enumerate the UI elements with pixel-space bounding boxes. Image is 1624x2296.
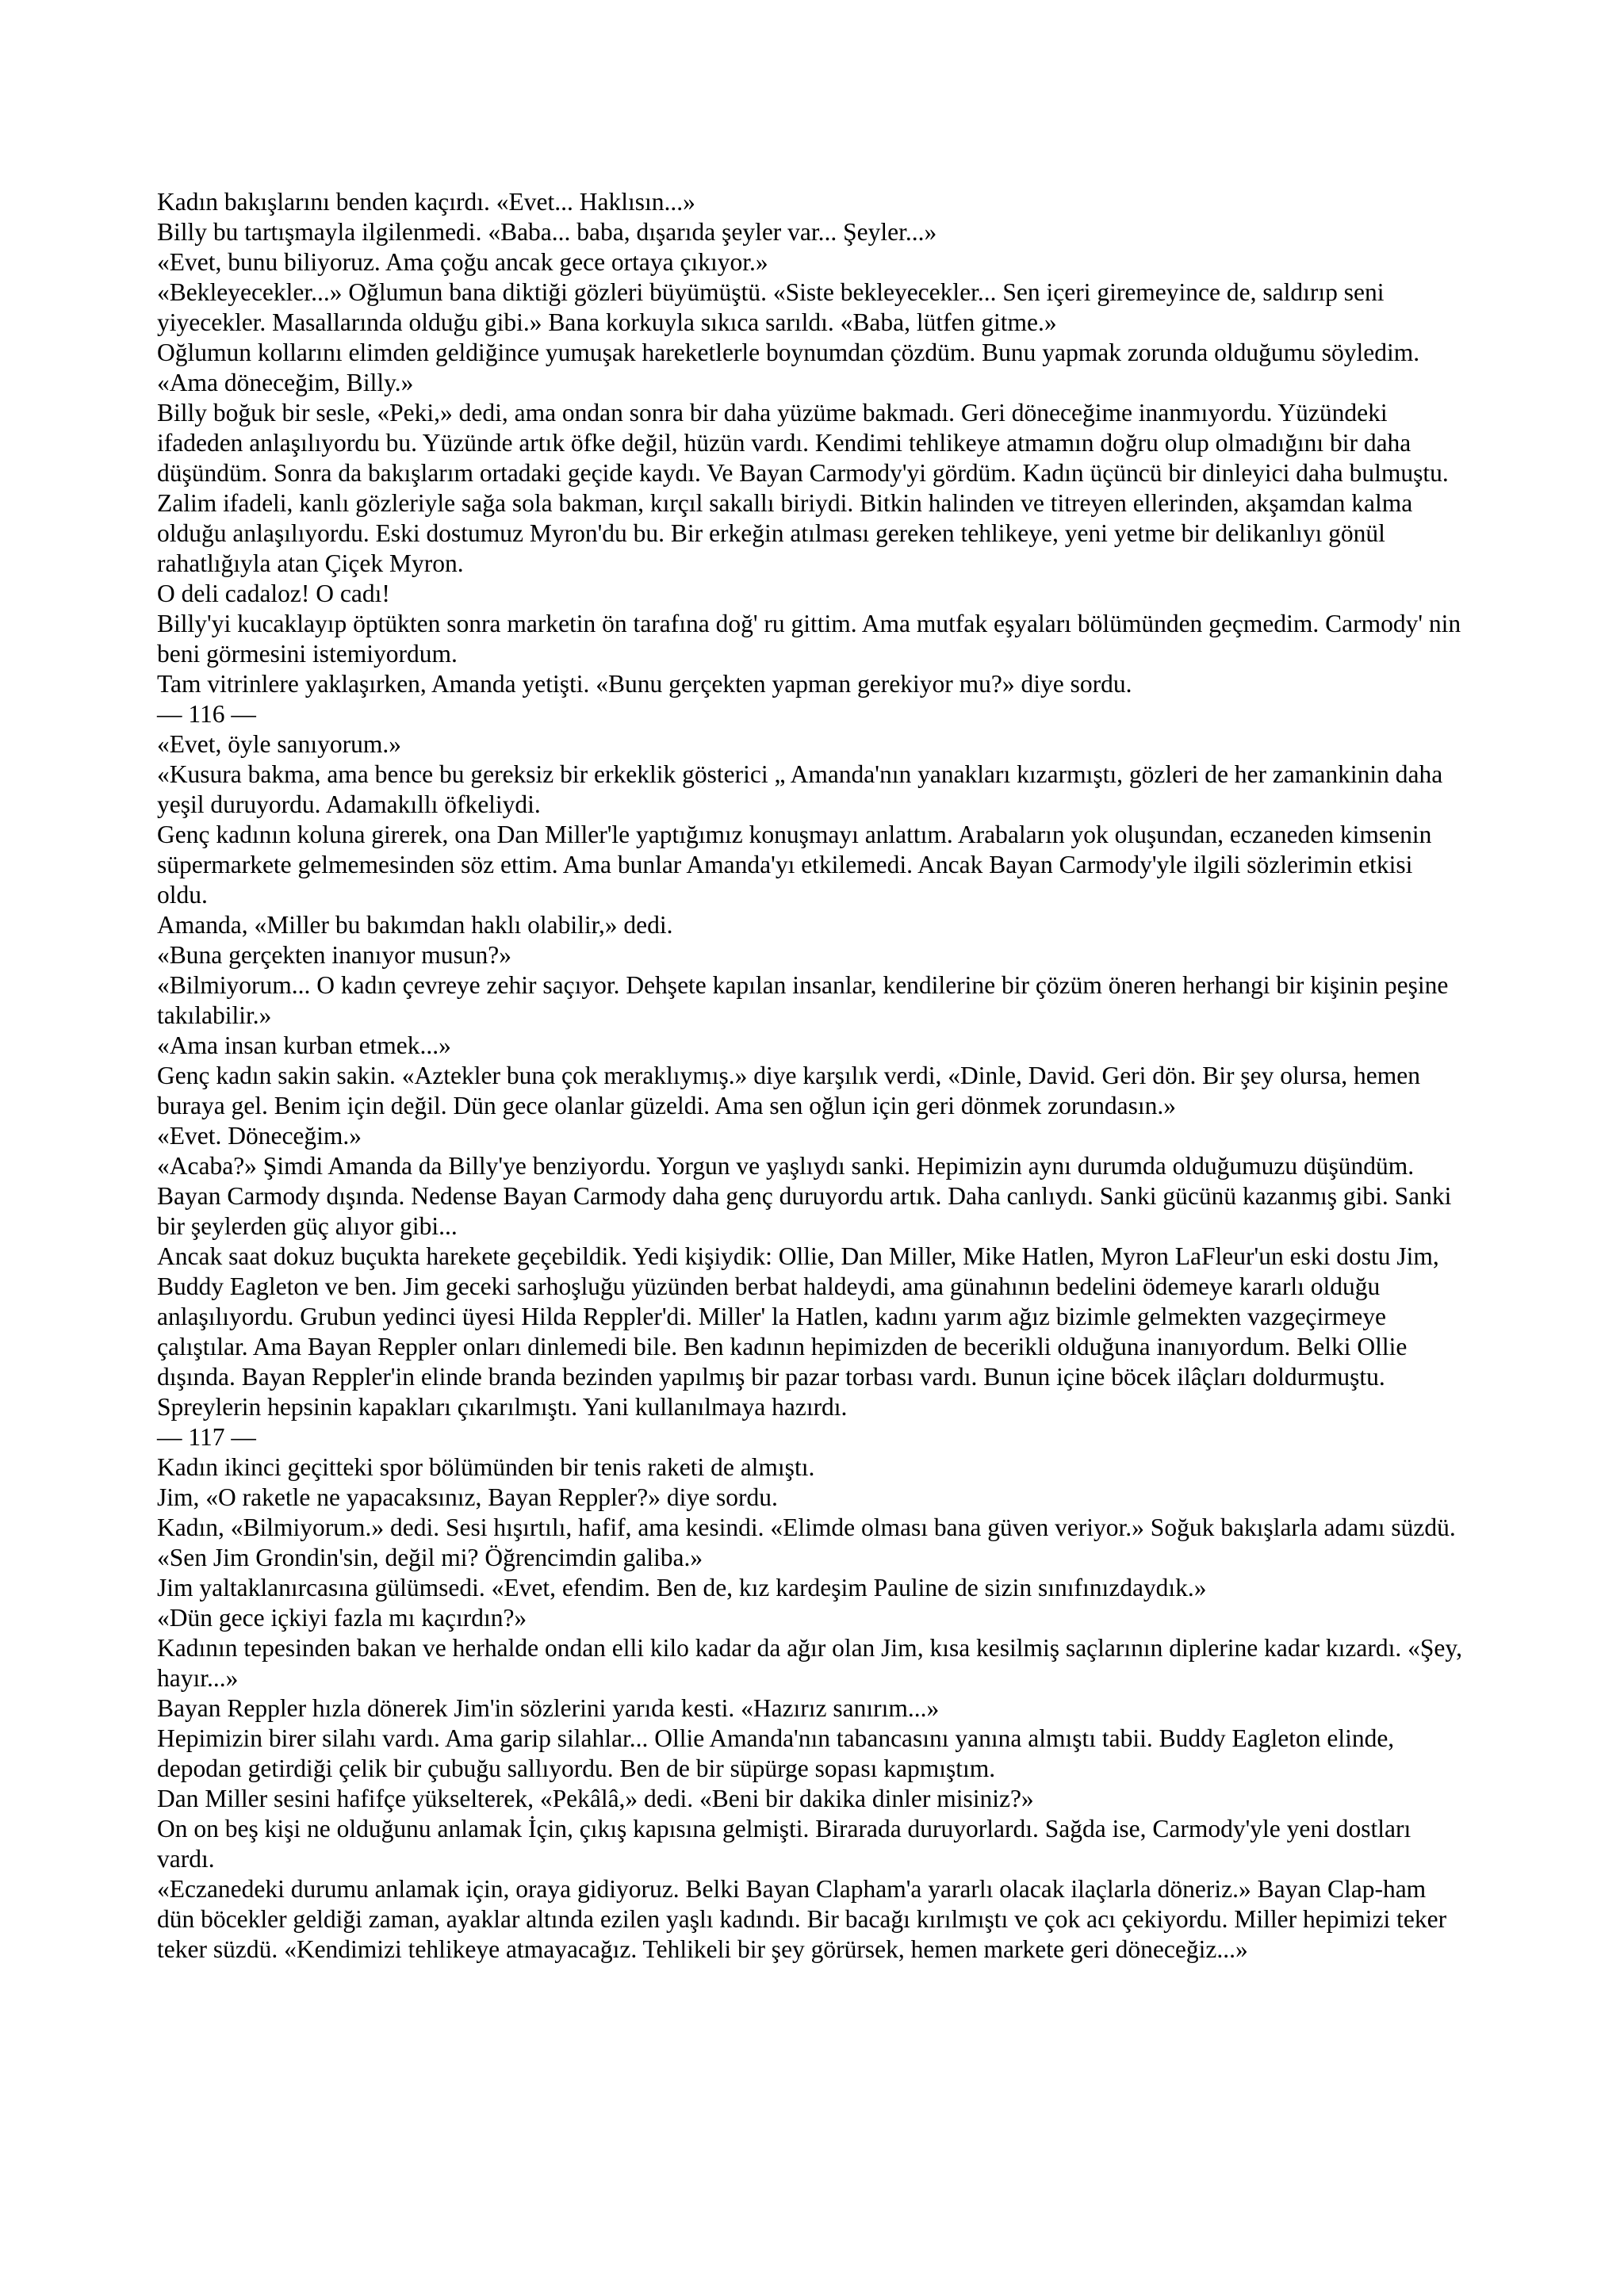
paragraph: Kadının tepesinden bakan ve herhalde ondan elli kilo kadar da ağır olan Jim, kısa kesilmiş saçlarının diplerine kadar kızardı. «Şey, hayır...» (157, 1634, 1462, 1692)
paragraph: Billy bu tartışmayla ilgilenmedi. «Baba... baba, dışarıda şeyler var... Şeyler...» (157, 218, 937, 246)
paragraph: Amanda, «Miller bu bakımdan haklı olabilir,» dedi. (157, 911, 673, 939)
paragraph: Kadın bakışlarını benden kaçırdı. «Evet... Haklısın...» (157, 188, 695, 216)
paragraph: «Evet, öyle sanıyorum.» (157, 730, 401, 758)
paragraph: «Ama insan kurban etmek...» (157, 1031, 451, 1059)
paragraph: Genç kadın sakin sakin. «Aztekler buna çok meraklıymış.» diye karşılık verdi, «Dinle, David. Geri dön. Bir şey olursa, hemen buraya gel. Benim için değil. Dün gece olanlar güzeldi. Ama sen oğlun için geri dönmek zorundasın.» (157, 1062, 1420, 1119)
paragraph: Ancak saat dokuz buçukta harekete geçebildik. Yedi kişiydik: Ollie, Dan Miller, Mike Hatlen, Myron LaFleur'un eski dostu Jim, Buddy Eagleton ve ben. Jim geceki sarhoşluğu yüzünden berbat haldeydi, ama günahının bedelini ödemeye kararlı olduğu anlaşılıyordu. Grubun yedinci üyesi Hilda Reppler'di. Miller' la Hatlen, kadını yarım ağız bizimle gelmekten vazgeçirmeye çalıştılar. Ama Bayan Reppler onları dinlemedi bile. Ben kadının hepimizden de becerikli olduğuna inanıyordum. Belki Ollie dışında. Bayan Reppler'in elinde branda bezinden yapılmış bir pazar torbası vardı. Bunun içine böcek ilâçları doldurmuştu. Spreylerin hepsinin kapakları çıkarılmıştı. Yani kullanılmaya hazırdı. (157, 1242, 1439, 1421)
page-number: — 116 — (157, 700, 256, 728)
paragraph: On on beş kişi ne olduğunu anlamak İçin, çıkış kapısına gelmişti. Birarada duruyorlardı. Sağda ise, Carmody'yle yeni dostları vardı. (157, 1815, 1411, 1873)
paragraph: «Eczanedeki durumu anlamak için, oraya gidiyoruz. Belki Bayan Clapham'a yararlı olacak ilaçlarla döneriz.» Bayan Clap-ham dün böcekler geldiği zaman, ayaklar altında ezilen yaşlı kadındı. Bir bacağı kırılmıştı ve çok acı çekiyordu. Miller hepimizi teker teker süzdü. «Kendimizi tehlikeye atmayacağız. Tehlikeli bir şey görürsek, hemen markete geri döneceğiz...» (157, 1875, 1447, 1963)
paragraph: «Bilmiyorum... O kadın çevreye zehir saçıyor. Dehşete kapılan insanlar, kendilerine bir çözüm öneren herhangi bir kişinin peşine takılabilir.» (157, 971, 1449, 1029)
paragraph: Kadın ikinci geçitteki spor bölümünden bir tenis raketi de almıştı. (157, 1453, 815, 1481)
paragraph: Genç kadının koluna girerek, ona Dan Miller'le yaptığımız konuşmayı anlattım. Arabaların yok oluşundan, eczaneden kimsenin süpermarkete gelmemesinden söz ettim. Ama bunlar Amanda'yı etkilemedi. Ancak Bayan Carmody'yle ilgili sözlerimin etkisi oldu. (157, 821, 1432, 909)
paragraph: «Kusura bakma, ama bence bu gereksiz bir erkeklik gösterici „ Amanda'nın yanakları kızarmıştı, gözleri de her zamankinin daha yeşil duruyordu. Adamakıllı öfkeliydi. (157, 760, 1443, 818)
paragraph: «Evet, bunu biliyoruz. Ama çoğu ancak gece ortaya çıkıyor.» (157, 248, 768, 276)
paragraph: Kadın, «Bilmiyorum.» dedi. Sesi hışırtılı, hafif, ama kesindi. «Elimde olması bana güven veriyor.» Soğuk bakışlarla adamı süzdü. «Sen Jim Grondin'sin, değil mi? Öğrencimdin galiba.» (157, 1513, 1456, 1571)
paragraph: Billy'yi kucaklayıp öptükten sonra marketin ön tarafına doğ' ru gittim. Ama mutfak eşyaları bölümünden geçmedim. Carmody' nin beni görmesini istemiyordum. (157, 610, 1461, 668)
paragraph: Dan Miller sesini hafifçe yükselterek, «Pekâlâ,» dedi. «Beni bir dakika dinler misiniz?» (157, 1785, 1034, 1812)
paragraph: Tam vitrinlere yaklaşırken, Amanda yetişti. «Bunu gerçekten yapman gerekiyor mu?» diye sordu. (157, 670, 1132, 698)
paragraph: «Acaba?» Şimdi Amanda da Billy'ye benziyordu. Yorgun ve yaşlıydı sanki. Hepimizin aynı durumda olduğumuzu düşündüm. Bayan Carmody dışında. Nedense Bayan Carmody daha genç duruyordu artık. Daha canlıydı. Sanki gücünü kazanmış gibi. Sanki bir şeylerden güç alıyor gibi... (157, 1152, 1452, 1240)
paragraph: Billy boğuk bir sesle, «Peki,» dedi, ama ondan sonra bir daha yüzüme bakmadı. Geri döneceğime inanmıyordu. Yüzündeki ifadeden anlaşılıyordu bu. Yüzünde artık öfke değil, hüzün vardı. Kendimi tehlikeye atmamın doğru olup olmadığını bir daha düşündüm. Sonra da bakışlarım ortadaki geçide kaydı. Ve Bayan Carmody'yi gördüm. Kadın üçüncü bir dinleyici daha bulmuştu. Zalim ifadeli, kanlı gözleriyle sağa sola bakman, kırçıl sakallı biriydi. Bitkin halinden ve titreyen ellerinden, akşamdan kalma olduğu anlaşılıyordu. Eski dostumuz Myron'du bu. Bir erkeğin atılması gereken tehlikeye, yeni yetme bir delikanlıyı gönül rahatlığıyla atan Çiçek Myron. (157, 399, 1449, 577)
document-page (157, 187, 1465, 1965)
paragraph: Jim, «O raketle ne yapacaksınız, Bayan Reppler?» diye sordu. (157, 1483, 778, 1511)
paragraph: O deli cadaloz! O cadı! (157, 580, 390, 607)
page-number: — 117 — (157, 1423, 256, 1451)
paragraph: «Dün gece içkiyi fazla mı kaçırdın?» (157, 1604, 527, 1632)
paragraph: Bayan Reppler hızla dönerek Jim'in sözlerini yarıda kesti. «Hazırız sanırım...» (157, 1694, 940, 1722)
paragraph: Oğlumun kollarını elimden geldiğince yumuşak hareketlerle boynumdan çözdüm. Bunu yapmak zorunda olduğumu söyledim. «Ama döneceğim, Billy.» (157, 339, 1420, 396)
paragraph: Jim yaltaklanırcasına gülümsedi. «Evet, efendim. Ben de, kız kardeşim Pauline de sizin sınıfınızdaydık.» (157, 1574, 1207, 1601)
paragraph: «Evet. Döneceğim.» (157, 1122, 362, 1150)
paragraph: Hepimizin birer silahı vardı. Ama garip silahlar... Ollie Amanda'nın tabancasını yanına almıştı tabii. Buddy Eagleton elinde, depodan getirdiği çelik bir çubuğu sallıyordu. Ben de bir süpürge sopası kapmıştım. (157, 1724, 1395, 1782)
paragraph: «Bekleyecekler...» Oğlumun bana diktiği gözleri büyümüştü. «Siste bekleyecekler... Sen içeri giremeyince de, saldırıp seni yiyecekler. Masallarında olduğu gibi.» Bana korkuyla sıkıca sarıldı. «Baba, lütfen gitme.» (157, 278, 1385, 336)
paragraph: «Buna gerçekten inanıyor musun?» (157, 941, 511, 969)
